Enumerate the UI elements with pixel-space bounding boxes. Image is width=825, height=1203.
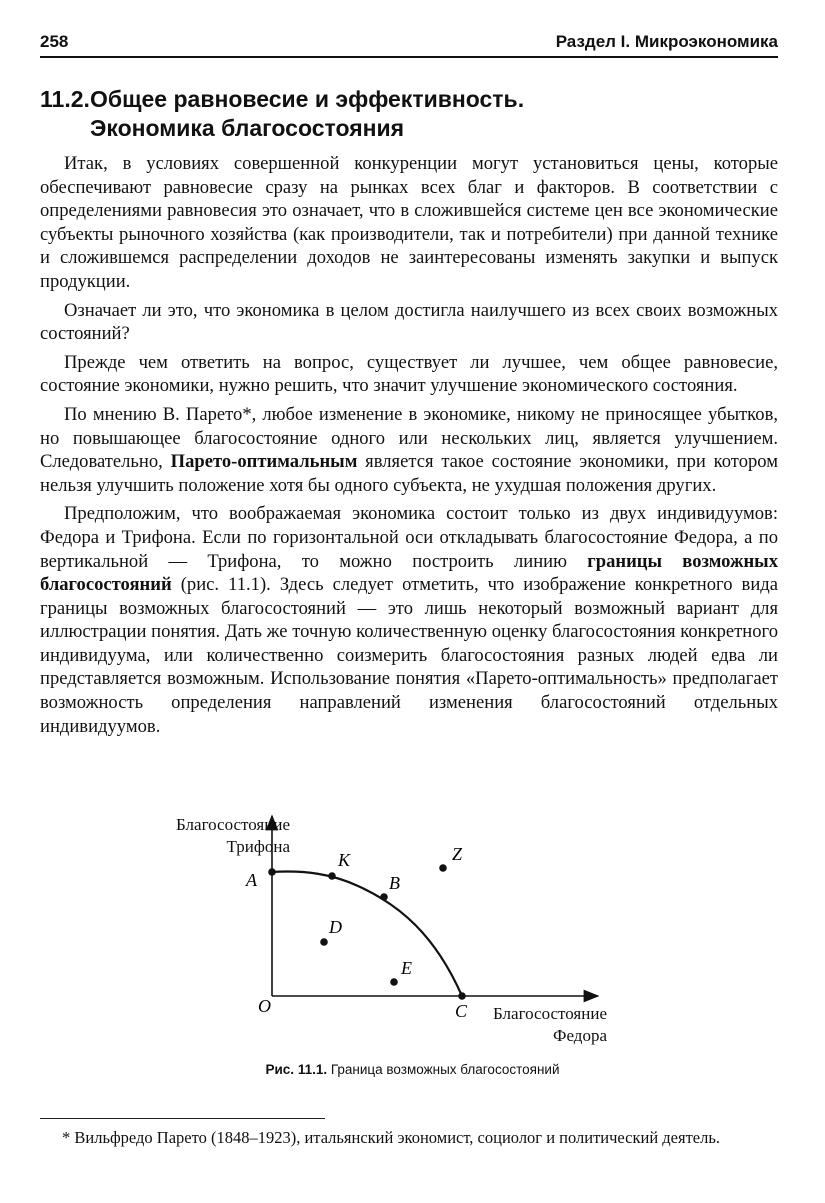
x-axis-label-line2: Федора [553,1026,607,1045]
point-k-label: K [338,850,351,870]
point-k-marker [328,872,336,880]
paragraph-5-part-a: Предположим, что воображаемая экономика состоит только из двух индивидуумов: Федора и Трифона. Если по горизонтальной оси откладывать благосостояние Федора, а по вертикальной — Трифона, то можно построить линию [40,503,778,572]
point-a-label: A [246,870,257,890]
origin-label: O [258,996,271,1016]
paragraph-5 [40,502,778,738]
figure-caption [0,1062,825,1077]
figure-11-1 [100,800,660,1055]
caption-number: Рис. 11.1. [265,1062,328,1077]
point-z-label: Z [452,844,463,864]
section-number: 11.2. [40,86,90,112]
paragraph-2: Означает ли это, что экономика в целом достигла наилучшего из всех своих возможных состояний? [40,299,778,345]
page-header [40,30,778,58]
y-axis-label [176,814,290,858]
page-number: 258 [40,32,69,51]
point-e-marker [390,978,398,986]
point-d-label: D [329,917,342,937]
frontier-curve [272,872,462,996]
paragraph-4-part-a: По мнению В. Парето*, любое изменение в экономике, никому не приносящее убытков, но повышающее благосостояние одного или нескольких лиц, является улучшением. Следовательно, [40,403,778,473]
y-axis-label-line1: Благосостояние [176,815,290,834]
term-welfare-frontier: границы возможных благосостояний [40,550,778,596]
point-c-marker [458,992,466,1000]
point-b-marker [380,893,388,901]
paragraph-3: Прежде чем ответить на вопрос, существует ли лучшее, чем общее равновесие, состояние экономики, нужно решить, что значит улучшение экономического состояния. [40,351,778,397]
term-pareto-optimal: Парето-оптимальным [170,451,358,473]
section-title [40,85,780,143]
body-text [40,152,778,743]
section-title-line1: Общее равновесие и эффективность. [90,86,525,112]
point-b-label: B [389,873,400,893]
section-title-line2: Экономика благосостояния [90,115,405,141]
x-axis-label [477,1003,607,1047]
point-c-label: C [455,1001,468,1021]
paragraph-5-part-b: (рис. 11.1). Здесь следует отметить, что изображение конкретного вида границы возможных благосостояний — это лишь некоторый возможный вариант для иллюстрации понятия. Дать же точную количественную оценку благосостояния конкретного индивидуума, или количественно соизмерить благосостояния разных людей едва ли представляется возможным. Использование понятия «Парето-оптимальность» предполагает возможность определения направлений изменения благосостояний отдельных индивидуумов. [40,574,778,737]
footnote: * Вильфредо Парето (1848–1923), итальянский экономист, социолог и политический деятель. [62,1128,721,1147]
running-title: Раздел I. Микроэкономика [555,32,778,51]
point-d-marker [320,938,328,946]
point-a-marker [268,868,276,876]
paragraph-4-part-b: является такое состояние экономики, при котором нельзя улучшить положение хотя бы одного субъекта, не ухудшая положения других. [40,451,778,496]
paragraph-4 [40,403,778,497]
point-z-marker [439,864,447,872]
x-axis-label-line1: Благосостояние [493,1004,607,1023]
paragraph-1: Итак, в условиях совершенной конкуренции могут установиться цены, которые обеспечивают равновесие сразу на рынках всех благ и факторов. В соответствии с определениями равновесия это означает, что в сложившейся системе цен все экономические субъекты рыночного хозяйства (как производители, так и потребители) при данной технике и сложившемся распределении доходов не заинтересованы изменять закупки и выпуск продукции. [40,153,778,292]
caption-text: Граница возможных благосостояний [327,1062,560,1077]
point-e-label: E [401,958,412,978]
y-axis-label-line2: Трифона [226,837,290,856]
footnote-divider [40,1118,325,1119]
